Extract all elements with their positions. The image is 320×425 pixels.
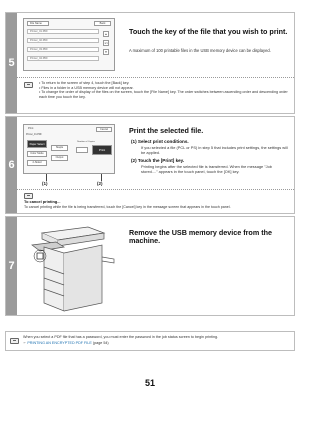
printer-illustration [28, 223, 116, 313]
sub-step-2-text: Printing begins after the selected file is transferred. When the message "Job stored...." appears in the touch panel, touch the [OK] key. [141, 164, 272, 174]
footnote-link-row [23, 341, 109, 346]
footnote-box [5, 331, 295, 351]
print-header: Print [28, 127, 34, 130]
step-5-notes [39, 81, 289, 99]
output-button[interactable]: Output [51, 155, 68, 161]
sub-step-2-heading: (2) Touch the [Print] key. [131, 158, 185, 163]
footnote-text: When you select a PDF file that has a password, you must enter the password in the job status screen to begin printing. [23, 335, 219, 339]
file-name-label: Printer_01.PDF [26, 134, 42, 136]
encrypted-pdf-link[interactable]: PRINTING AN ENCRYPTED PDF FILE [27, 341, 92, 345]
cancel-button[interactable]: Cancel [96, 127, 112, 132]
note-item: • To change the order of display of the files on the screen, touch the [File Name] key. The order switches between ascending order and descending order each time you touch the key. [39, 90, 289, 99]
step-number-tab: 5 [6, 13, 17, 113]
sub-step-1-heading: (1) Select print conditions. [131, 139, 189, 144]
arrow-ref-icon: ☞ [23, 341, 27, 345]
page-number: 51 [144, 378, 155, 388]
file-row[interactable]: Printer_03.PDF [27, 47, 99, 52]
note-icon [24, 82, 33, 88]
step-number-tab: 6 [6, 117, 17, 213]
step-7 [5, 216, 295, 316]
paper-select-button[interactable]: Paper Select [27, 140, 47, 148]
step-7-title: Remove the USB memory device from the machine. [129, 228, 272, 246]
scroll-down-icon[interactable]: ▼ [104, 50, 108, 54]
callout-1: (1) [42, 181, 48, 186]
note-icon [10, 338, 19, 344]
duplex-button[interactable]: 2-Sided [27, 160, 47, 166]
step-5-body: A maximum of 100 printable files in the USB memory device can be displayed. [129, 48, 271, 53]
note-item: • To return to the screen of step 4, touch the [Back] key. [39, 81, 289, 86]
page-indicator: 1/1 [104, 42, 108, 45]
step-number-tab: 7 [6, 217, 17, 315]
cancel-note-title: To cancel printing... [24, 199, 61, 204]
callout-line-2 [101, 174, 102, 181]
print-settings-screen [23, 124, 115, 174]
step-5-title: Touch the key of the file that you wish to print. [129, 27, 288, 36]
copies-label: Number of Copies [77, 141, 95, 143]
scroll-up-icon[interactable]: ▲ [104, 32, 108, 36]
file-name-sort-button[interactable]: File Name [27, 21, 49, 26]
file-row[interactable]: Printer_04.PDF [27, 56, 99, 61]
note-item: • Files in a folder in a USB memory device will not appear. [39, 86, 289, 91]
divider [17, 77, 294, 78]
file-list-screen [23, 18, 115, 71]
callout-line-1 [46, 174, 47, 181]
step-6 [5, 116, 295, 214]
step-6-title: Print the selected file. [129, 126, 204, 135]
page-reference: (page 54) [92, 341, 109, 345]
step-5 [5, 12, 295, 114]
copies-field[interactable] [76, 147, 88, 153]
print-button[interactable]: Print [92, 145, 112, 155]
file-row[interactable]: Printer_01.PDF [27, 29, 99, 34]
callout-2: (2) [97, 181, 103, 186]
cancel-note-text: To cancel printing while the file is being transferred, touch the [Cancel] key in the message screen that appears in the touch panel. [24, 204, 231, 209]
staple-button[interactable]: Staple [51, 145, 68, 151]
sub-step-1-text: If you selected a file (PCL or PS) in step 5 that includes print settings, the settings will be applied. [141, 145, 288, 155]
divider [17, 189, 294, 190]
back-button[interactable]: Back [94, 21, 111, 26]
color-mode-button[interactable]: Color Mode [27, 151, 47, 157]
file-row[interactable]: Printer_02.PDF [27, 38, 99, 43]
